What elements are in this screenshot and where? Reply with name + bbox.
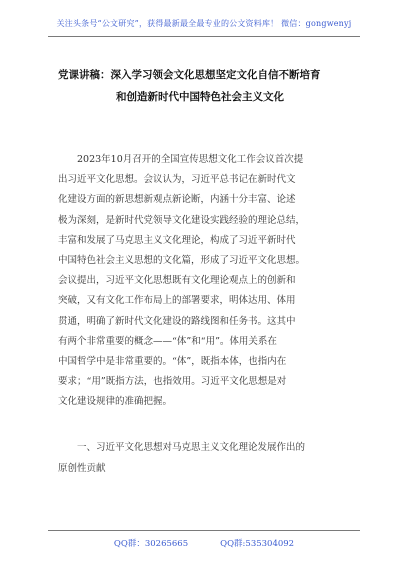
header-divider [48,36,360,37]
body-line: 有两个非常重要的概念——“体”和“用”。体用关系在 [58,335,277,347]
header-promo-note: 关注头条号“公文研究”，获得最新最全最专业的公文资料库！ 微信：gongwenyj [56,19,352,28]
body-line: 要求；“用”既指方法，也指效用。习近平文化思想是对 [58,376,287,388]
footer-contact [0,537,408,549]
footer-divider [48,530,360,531]
footer-qq-group-2: QQ群:535304092 [220,539,295,549]
body-line: 会议提出，习近平文化思想既有文化理论观点上的创新和 [58,275,296,287]
document-title [58,64,358,108]
body-line: 中国哲学中是非常重要的。“体”，既指本体，也指内在 [58,356,287,368]
body-line: 贯通，明确了新时代文化建设的路线图和任务书。这其中 [58,315,296,327]
title-line-2: 和创造新时代中国特色社会主义文化 [116,91,284,103]
body-line: 化建设方面的新思想新观点新论断，内涵十分丰富、论述 [58,194,296,206]
body-line: 2023年10月召开的全国宣传思想文化工作会议首次提 [58,154,304,165]
body-line: 突破，又有文化工作布局上的部署要求，明体达用、体用 [58,295,296,307]
section-heading [58,438,358,479]
body-line: 中国特色社会主义思想的文化篇，形成了习近平文化思想。 [58,255,306,267]
section-heading-line-2: 原创性贡献 [58,462,106,474]
title-line-1: 党课讲稿：深入学习领会文化思想坚定文化自信不断培育 [58,69,321,81]
body-line: 出习近平文化思想。会议认为，习近平总书记在新时代文 [58,174,296,186]
body-paragraph [58,150,358,413]
footer-qq-group-1: QQ群：30265665 [113,539,189,549]
body-line: 丰富和发展了马克思主义文化理论，构成了习近平新时代 [58,234,296,246]
section-heading-line-1: 一、习近平文化思想对马克思主义文化理论发展作出的 [58,442,306,453]
body-line: 文化建设规律的准确把握。 [58,396,173,408]
body-line: 极为深刻，是新时代党领导文化建设实践经验的理论总结， [58,214,306,226]
